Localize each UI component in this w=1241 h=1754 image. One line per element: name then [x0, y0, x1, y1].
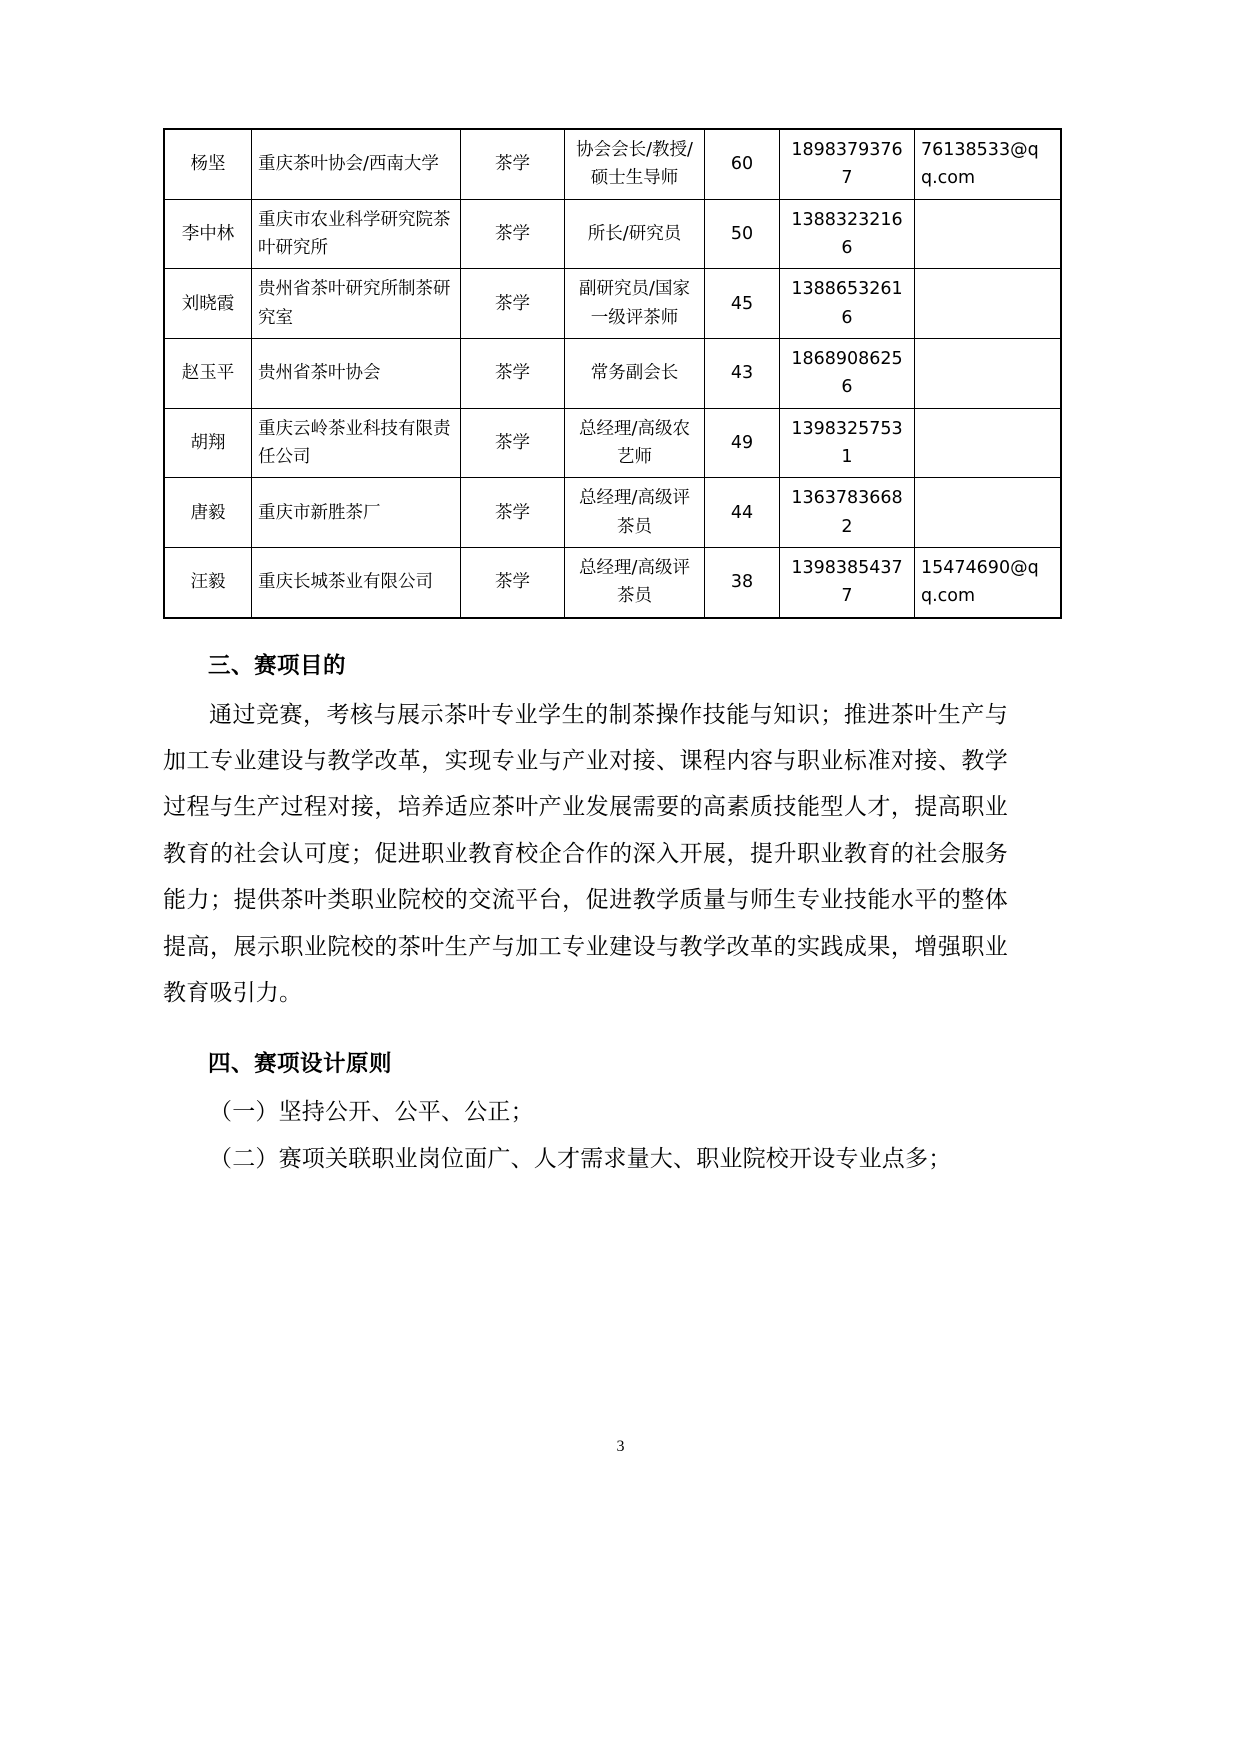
expert-table [163, 128, 1062, 619]
cell-age: 38 [705, 548, 780, 618]
section-three-paragraph: 通过竞赛，考核与展示茶叶专业学生的制茶操作技能与知识；推进茶叶生产与加工专业建设与教学改革，实现专业与产业对接、课程内容与职业标准对接、教学过程与生产过程对接，培养适应茶叶产业发展需要的高素质技能型人才，提高职业教育的社会认可度；促进职业教育校企合作的深入开展，提升职业教育的社会服务能力；提供茶叶类职业院校的交流平台，促进教学质量与师生专业技能水平的整体提高，展示职业院校的茶叶生产与加工专业建设与教学改革的实践成果，增强职业教育吸引力。 [163, 701, 1008, 1007]
section-heading-four: 四、赛项设计原则 [208, 1050, 393, 1077]
cell-phone: 13886532616 [780, 269, 915, 339]
section-heading-three: 三、赛项目的 [208, 652, 347, 679]
cell-phone: 18689086256 [780, 339, 915, 409]
cell-major: 茶学 [461, 339, 565, 409]
cell-organization: 重庆长城茶业有限公司 [252, 548, 461, 618]
cell-phone: 13983257531 [780, 408, 915, 478]
cell-organization: 重庆云岭茶业科技有限责任公司 [252, 408, 461, 478]
cell-name: 赵玉平 [164, 339, 252, 409]
cell-email [915, 408, 1062, 478]
cell-organization: 重庆市农业科学研究院茶叶研究所 [252, 199, 461, 269]
section-four-item-2: （二）赛项关联职业岗位面广、人才需求量大、职业院校开设专业点多； [209, 1145, 952, 1172]
cell-name: 唐毅 [164, 478, 252, 548]
cell-age: 43 [705, 339, 780, 409]
cell-major: 茶学 [461, 408, 565, 478]
cell-name: 杨坚 [164, 129, 252, 199]
cell-phone: 18983793767 [780, 129, 915, 199]
cell-major: 茶学 [461, 548, 565, 618]
table-row [164, 339, 1061, 409]
cell-major: 茶学 [461, 199, 565, 269]
cell-organization: 重庆市新胜茶厂 [252, 478, 461, 548]
cell-email: 15474690@qq.com [915, 548, 1062, 618]
page-number: 3 [616, 1438, 625, 1455]
cell-email [915, 478, 1062, 548]
cell-phone: 13883232166 [780, 199, 915, 269]
cell-title: 总经理/高级农艺师 [565, 408, 705, 478]
cell-phone: 13637836682 [780, 478, 915, 548]
cell-organization: 贵州省茶叶研究所制茶研究室 [252, 269, 461, 339]
page-content [163, 128, 1039, 1182]
cell-name: 胡翔 [164, 408, 252, 478]
cell-age: 60 [705, 129, 780, 199]
cell-age: 50 [705, 199, 780, 269]
cell-title: 协会会长/教授/硕士生导师 [565, 129, 705, 199]
table-row [164, 129, 1061, 199]
cell-title: 所长/研究员 [565, 199, 705, 269]
cell-email [915, 339, 1062, 409]
cell-email: 76138533@qq.com [915, 129, 1062, 199]
table-row [164, 548, 1061, 618]
table-row [164, 199, 1061, 269]
cell-major: 茶学 [461, 129, 565, 199]
cell-title: 总经理/高级评茶员 [565, 478, 705, 548]
cell-name: 李中林 [164, 199, 252, 269]
cell-age: 44 [705, 478, 780, 548]
cell-email [915, 199, 1062, 269]
cell-email [915, 269, 1062, 339]
cell-major: 茶学 [461, 478, 565, 548]
cell-major: 茶学 [461, 269, 565, 339]
table-row [164, 478, 1061, 548]
cell-organization: 贵州省茶叶协会 [252, 339, 461, 409]
table-row [164, 269, 1061, 339]
cell-title: 总经理/高级评茶员 [565, 548, 705, 618]
expert-table-body [164, 129, 1061, 618]
table-row [164, 408, 1061, 478]
cell-phone: 13983854377 [780, 548, 915, 618]
cell-name: 汪毅 [164, 548, 252, 618]
cell-organization: 重庆茶叶协会/西南大学 [252, 129, 461, 199]
cell-age: 49 [705, 408, 780, 478]
cell-title: 副研究员/国家一级评茶师 [565, 269, 705, 339]
cell-age: 45 [705, 269, 780, 339]
cell-name: 刘晓霞 [164, 269, 252, 339]
cell-title: 常务副会长 [565, 339, 705, 409]
section-four-item-1: （一）坚持公开、公平、公正； [209, 1099, 534, 1126]
